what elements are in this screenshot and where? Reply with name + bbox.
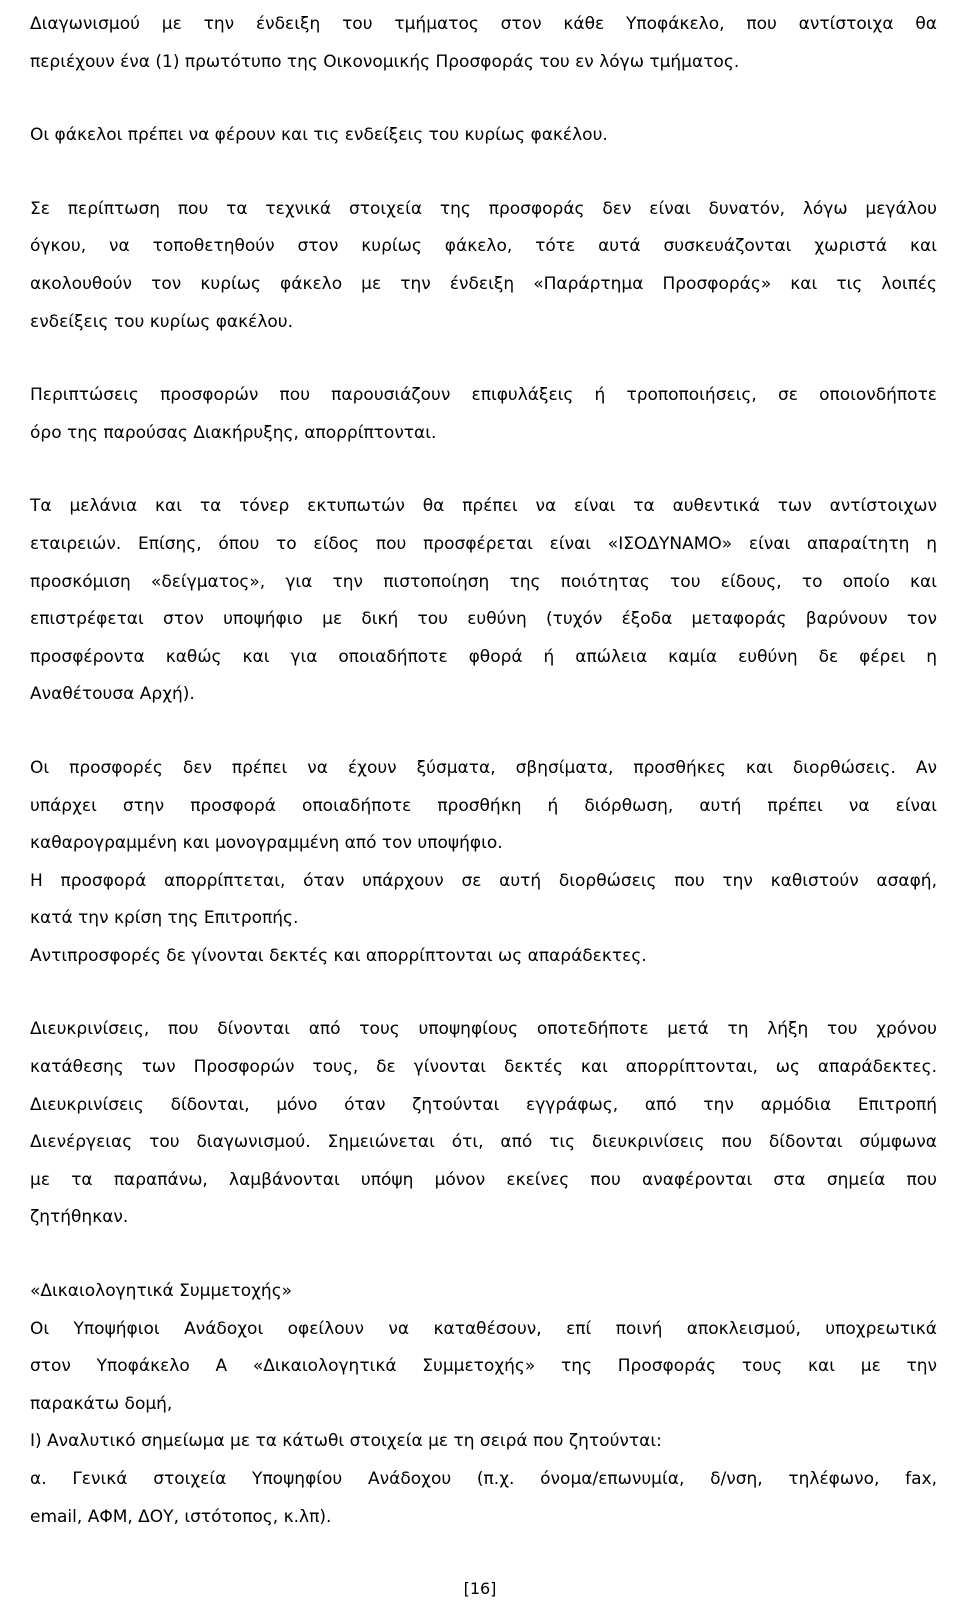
paragraph-1 [30, 6, 937, 81]
text-line: Σε περίπτωση που τα τεχνικά στοιχεία της προσφοράς δεν είναι δυνατόν, λόγω μεγάλου [30, 198, 937, 219]
text-line: Τα μελάνια και τα τόνερ εκτυπωτών θα πρέπει να είναι τα αυθεντικά των αντίστοιχων [30, 496, 937, 517]
text-line: προσφέροντα καθώς και για οποιαδήποτε φθορά ή απώλεια καμία ευθύνη δε φέρει η [30, 646, 937, 667]
paragraph-8 [30, 1273, 937, 1536]
text-line: Διαγωνισμού με την ένδειξη του τμήματος στον κάθε Υποφάκελο, που αντίστοιχα θα [30, 14, 937, 34]
document-body [30, 6, 937, 1536]
text-line: κατά την κρίση της Επιτροπής. [30, 908, 299, 929]
text-line: παρακάτω δομή, [30, 1393, 173, 1414]
text-line: στον Υποφάκελο Α «Δικαιολογητικά Συμμετοχής» της Προσφοράς τους και με την [30, 1356, 937, 1377]
section-heading: «Δικαιολογητικά Συμμετοχής» [30, 1281, 293, 1302]
page-number: [16] [463, 1579, 497, 1598]
text-line: περιέχουν ένα (1) πρωτότυπο της Οικονομικής Προσφοράς του εν λόγω τμήματος. [30, 51, 740, 72]
text-line: Διευκρινίσεις, που δίνονται από τους υποψηφίους οποτεδήποτε μετά τη λήξη του χρόνου [30, 1019, 937, 1040]
text-line: εταιρειών. Επίσης, όπου το είδος που προσφέρεται είναι «ΙΣΟΔΥΝΑΜΟ» είναι απαραίτητη η [30, 533, 937, 554]
text-line: Οι φάκελοι πρέπει να φέρουν και τις ενδείξεις του κυρίως φακέλου. [30, 125, 608, 146]
text-line: Διενέργειας του διαγωνισμού. Σημειώνεται ότι, από τις διευκρινίσεις που δίδονται σύμφωνα [30, 1132, 937, 1153]
text-line: Διευκρινίσεις δίδονται, μόνο όταν ζητούνται εγγράφως, από την αρμόδια Επιτροπή [30, 1094, 937, 1115]
text-line: Ι) Αναλυτικό σημείωμα με τα κάτωθι στοιχεία με τη σειρά που ζητούνται: [30, 1431, 662, 1452]
text-line: ακολουθούν τον κυρίως φάκελο με την ένδειξη «Παράρτημα Προσφοράς» και τις λοιπές [30, 273, 937, 294]
text-line: α. Γενικά στοιχεία Υποψηφίου Ανάδοχου (π.χ. όνομα/επωνυμία, δ/νση, τηλέφωνο, fax, [30, 1469, 937, 1489]
text-line: email, ΑΦΜ, ΔΟΥ, ιστότοπος, κ.λπ). [30, 1506, 332, 1527]
text-line: ενδείξεις του κυρίως φακέλου. [30, 311, 294, 332]
text-line: Αναθέτουσα Αρχή). [30, 684, 195, 705]
text-line: όγκου, να τοποθετηθούν στον κυρίως φάκελο, τότε αυτά συσκευάζονται χωριστά και [30, 236, 937, 257]
paragraph-4 [30, 377, 937, 452]
text-line: Αντιπροσφορές δε γίνονται δεκτές και απορρίπτονται ως απαράδεκτες. [30, 945, 647, 966]
text-line: Οι προσφορές δεν πρέπει να έχουν ξύσματα, σβησίματα, προσθήκες και διορθώσεις. Αν [30, 757, 937, 778]
paragraph-5 [30, 488, 937, 714]
paragraph-7 [30, 1011, 937, 1237]
text-line: Οι Υποψήφιοι Ανάδοχοι οφείλουν να καταθέσουν, επί ποινή αποκλεισμού, υποχρεωτικά [30, 1318, 937, 1339]
text-line: κατάθεσης των Προσφορών τους, δε γίνονται δεκτές και απορρίπτονται, ως απαράδεκτες. [30, 1057, 937, 1078]
text-line: επιστρέφεται στον υποψήφιο με δική του ευθύνη (τυχόν έξοδα μεταφοράς βαρύνουν τον [30, 609, 937, 630]
text-line: ζητήθηκαν. [30, 1207, 129, 1228]
text-line: με τα παραπάνω, λαμβάνονται υπόψη μόνον εκείνες που αναφέρονται στα σημεία που [30, 1169, 937, 1190]
text-line: Περιπτώσεις προσφορών που παρουσιάζουν επιφυλάξεις ή τροποποιήσεις, σε οποιονδήποτε [30, 385, 937, 406]
paragraph-6 [30, 750, 937, 976]
paragraph-2 [30, 117, 937, 155]
text-line: καθαρογραμμένη και μονογραμμένη από τον υποψήφιο. [30, 833, 503, 854]
text-line: προσκόμιση «δείγματος», για την πιστοποίηση της ποιότητας του είδους, το οποίο και [30, 571, 937, 592]
text-line: Η προσφορά απορρίπτεται, όταν υπάρχουν σε αυτή διορθώσεις που την καθιστούν ασαφή, [30, 870, 937, 891]
text-line: υπάρχει στην προσφορά οποιαδήποτε προσθήκη ή διόρθωση, αυτή πρέπει να είναι [30, 795, 937, 816]
paragraph-3 [30, 191, 937, 341]
text-line: όρο της παρούσας Διακήρυξης, απορρίπτονται. [30, 422, 437, 443]
